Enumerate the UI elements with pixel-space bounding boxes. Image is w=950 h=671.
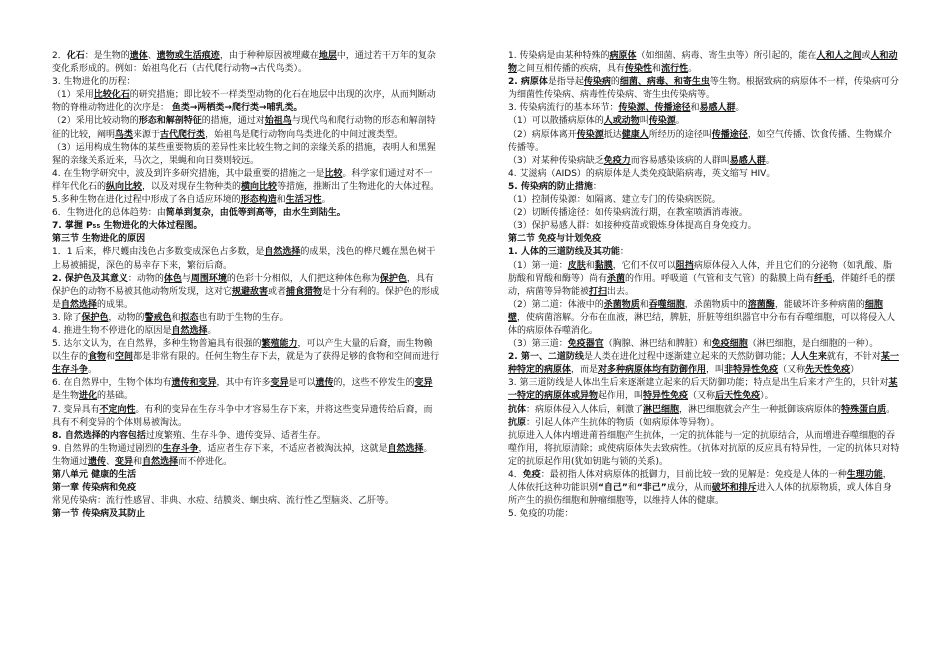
text-run: 2． — [52, 51, 67, 61]
right-paragraph — [508, 194, 900, 207]
text-run: 简单到复杂，由低等到高等，由水生到陆生。 — [165, 208, 346, 219]
text-run: ，动物的 — [108, 312, 145, 323]
text-run: 6．生物进化的总体趋势：由 — [52, 208, 166, 219]
left-paragraph — [52, 482, 441, 495]
text-run: 警戒色 — [144, 312, 172, 323]
text-run: 自然选择 — [61, 299, 98, 310]
text-run: 。 — [886, 404, 896, 415]
text-run: （1）第一道： — [508, 260, 568, 271]
text-run: 捕食猎物 — [286, 286, 323, 297]
text-run: 和 — [652, 64, 662, 75]
text-run: 特殊蛋白质 — [841, 404, 887, 415]
text-run: （1）采用 — [52, 90, 94, 101]
text-run: 食物 — [88, 352, 107, 363]
text-run: 。 — [735, 103, 745, 114]
text-run: 和 — [585, 260, 595, 271]
text-run: 5. 传染病的防止措施 — [508, 181, 593, 192]
text-run: 之间互相传播的疾病，具有 — [517, 64, 626, 75]
left-paragraph — [52, 115, 441, 141]
text-run: ，叫 — [706, 365, 725, 376]
text-run: 来源于 — [133, 129, 161, 140]
text-run: 流行性 — [661, 64, 689, 75]
text-run: 、 — [106, 456, 116, 467]
right-paragraph — [508, 129, 900, 155]
text-run: 常见传染病：流行性感冒、非典、水痘、结膜炎、蛔虫病、流行性乙型脑炎、乙肝等。 — [52, 496, 395, 507]
text-run: 而容易感染该病的人群叫 — [630, 155, 730, 166]
text-run: （1）可以散播病原体的 — [508, 116, 604, 127]
text-run: 是人类在进化过程中逐渐建立起来的天然防御功能； — [583, 352, 791, 363]
text-run: 的作用。呼吸道（气管和支气管）的黏膜上尚有 — [625, 273, 815, 284]
right-paragraph — [508, 508, 900, 521]
text-run: 抵达 — [603, 129, 622, 140]
text-run: 人或动物 — [603, 116, 640, 127]
text-run: 打扫 — [589, 286, 608, 297]
text-run: 和 — [106, 352, 116, 363]
text-run: 遗传 — [315, 378, 334, 389]
text-run: ，以及对现存生物种类的 — [142, 181, 242, 192]
text-run: 拟态 — [180, 312, 199, 323]
left-paragraph — [52, 273, 441, 312]
text-run: 、 — [147, 51, 157, 61]
text-run: 免疫细胞 — [711, 339, 748, 350]
text-run: 健康人 — [621, 129, 649, 140]
text-run: 1. 传染病是由某种特殊的 — [508, 51, 610, 61]
text-run: ：是生物的 — [84, 51, 130, 61]
left-paragraph — [52, 220, 441, 233]
left-paragraph — [52, 89, 441, 115]
text-run: 等措施，推断出了生物进化的大体过程。 — [277, 181, 440, 192]
text-run: 是可以 — [288, 378, 316, 389]
text-run: 第三节 生物进化的原因 — [52, 234, 146, 245]
right-paragraph — [508, 115, 900, 128]
left-paragraph — [52, 246, 441, 272]
text-run: 1. 人体的三道防线及其功能 — [508, 247, 620, 258]
text-run: 起作用，叫 — [598, 391, 644, 402]
left-paragraph — [52, 207, 441, 220]
text-run: 5. 免疫的功能： — [508, 509, 574, 520]
text-run: ，它们不仅可以 — [612, 260, 676, 271]
text-run: 生存斗争 — [162, 443, 199, 454]
text-run: 易感人群 — [729, 155, 766, 166]
text-run: 先天性免疫 — [805, 365, 851, 376]
text-run: ，具有保护色的动物不易被其他动物所发现，这对它 — [52, 273, 434, 297]
text-run: 的色彩十分相似，人们把这种体色称为 — [226, 273, 380, 284]
text-run: 细胞壁 — [508, 299, 883, 323]
text-run: 溶菌酶 — [747, 299, 775, 310]
text-run: 生理功能 — [846, 470, 883, 480]
text-run: 遗体 — [129, 51, 148, 61]
text-run: 的研究措施；即比较不一样类型动物的化石在地层中出现的次序，从而判断动物的脊椎动物进化的次序是： — [52, 90, 436, 114]
text-run: 或 — [861, 51, 871, 61]
text-run: ：引起人体产生抗体的物质（如病原体等异物）。 — [526, 417, 720, 428]
text-run: 5.多种生物在进化过程中形成了各自适应环境的 — [52, 195, 241, 206]
text-run: （3）保护易感人群：如接种疫苗或锻炼身体提高自身免疫力。 — [508, 221, 757, 232]
text-run: 的 — [610, 77, 620, 88]
text-run: （1）控制传染源：如隔离、建立专门的传染病医院。 — [508, 195, 721, 206]
text-run: 黏膜 — [594, 260, 613, 271]
text-run: 空间 — [115, 352, 134, 363]
right-column — [508, 50, 900, 521]
text-run: 4. 在生物学研究中，波及到许多研究措施，其中最重要的措施之一是 — [52, 168, 325, 179]
text-run: （2）采用比较动物的 — [52, 116, 139, 127]
text-run: 或者 — [268, 286, 287, 297]
right-paragraph — [508, 168, 900, 181]
text-run: 传播途径 — [711, 129, 748, 140]
text-run: ：病原体侵入人体后，刺激了 — [526, 404, 644, 415]
text-run: 古代爬行类 — [160, 129, 206, 140]
text-run: 过度繁殖、生存斗争、遗传变异、适者生存。 — [145, 430, 326, 441]
text-run: 对多种病原体均有防御作用 — [598, 365, 707, 376]
text-run: 阻挡 — [675, 260, 694, 271]
text-run: 吞噬细胞 — [648, 299, 685, 310]
text-run: 和 — [690, 103, 700, 114]
text-run: 与现代鸟和爬行动物的形态和解剖特征的比较，阐明 — [52, 116, 436, 140]
right-paragraph — [508, 338, 900, 351]
text-run: （又称 — [688, 391, 716, 402]
right-paragraph — [508, 246, 900, 259]
text-run: （3）第三道： — [508, 339, 568, 350]
text-run: ： — [619, 247, 629, 258]
text-run: 比较化石 — [93, 90, 130, 101]
text-run: 的基础。 — [97, 391, 134, 402]
text-run: ，而是 — [571, 365, 599, 376]
text-run: 也有助于生物的生存。 — [198, 312, 289, 323]
text-run: 免疫器官 — [567, 339, 604, 350]
left-paragraph — [52, 194, 441, 207]
right-paragraph — [508, 299, 900, 338]
text-run: ） — [850, 365, 860, 376]
text-run: 8. 自然选择的内容包括 — [52, 430, 146, 441]
right-paragraph — [508, 181, 900, 194]
text-run: 规避敌害 — [232, 286, 269, 297]
text-run: 自然选择 — [171, 325, 208, 336]
text-run: 非特异性免疫 — [724, 365, 779, 376]
text-run: 比较 — [324, 168, 343, 179]
text-run: 的，这些不停发生的 — [333, 378, 415, 389]
text-run: 是指导起 — [547, 77, 584, 88]
text-run: 变异 — [115, 456, 134, 467]
left-paragraph — [52, 508, 441, 521]
right-paragraph — [508, 220, 900, 233]
text-run: 第一节 传染病及其防止 — [52, 509, 146, 520]
text-run: ，伴随纤毛的摆动，病菌等异物能被 — [508, 273, 896, 297]
text-run: 横向比较 — [241, 181, 278, 192]
text-run: 杀菌物质 — [603, 299, 640, 310]
text-run: 易感人群 — [699, 103, 736, 114]
text-run: 体色 — [163, 273, 182, 284]
text-run: 病原体侵入人体，并且它们的分泌物（如乳酸、脂肪酸和胃酸和酶等）尚有 — [508, 260, 892, 284]
text-run: 出去。 — [607, 286, 635, 297]
text-run: 传染源、传播途径 — [618, 103, 691, 114]
text-run: ，使病菌溶解。分布在血液，淋巴结，脾脏，肝脏等组织器官中分布有吞噬细胞，可以将侵入人体的病原体吞噬消化。 — [508, 312, 896, 336]
text-run: 人和人之间 — [816, 51, 862, 61]
left-paragraph — [52, 469, 441, 482]
text-run: 进化 — [79, 391, 98, 402]
text-run: 抗原进入人体内增进莆苔细胞产生抗体，一定的抗体能与一定的抗原结合，从而增进吞噬细胞的吞噬作用，将抗原清除；或使病原体失去致病性。（抗体对抗原的反应具有特异性，一定的抗体只对特定的抗原起作用(犹如钥匙与锁的关系)。 — [508, 430, 900, 467]
text-run: （2）第二道：体液中的 — [508, 299, 604, 310]
text-run: ）。 — [760, 391, 774, 402]
text-run: 和 — [627, 483, 637, 494]
text-run: 纵向比较 — [106, 181, 143, 192]
text-run: 等生物。根据致病的病原体不一样，传染病可分为细菌性传染病、病毒性传染病、寄生虫传染病等。 — [508, 77, 899, 101]
left-paragraph — [52, 404, 441, 430]
left-paragraph — [52, 50, 441, 76]
right-paragraph — [508, 351, 900, 377]
text-run: 遗传 — [88, 456, 107, 467]
text-run: 6. 在自然界中，生物个体均有 — [52, 378, 172, 389]
text-run: （3）运用构成生物体的某些重要物质的差异性来比较生物之间的亲缘关系的措施，表明人和黑猩猩的亲缘关系近来，马次之，果蝇和向日葵则较远。 — [52, 142, 436, 166]
right-paragraph — [508, 155, 900, 168]
text-run: 破坏和排斥 — [711, 483, 757, 494]
text-run: 和 — [639, 299, 649, 310]
text-run: 纤毛 — [814, 273, 833, 284]
text-run: “非己” — [636, 483, 667, 494]
left-column — [52, 50, 441, 521]
text-run: ，始祖鸟是爬行动物向鸟类进化的中间过渡类型。 — [205, 129, 404, 140]
text-run: 2. 病原体 — [508, 77, 548, 88]
left-paragraph — [52, 338, 441, 377]
text-run: 和 — [171, 312, 181, 323]
text-run: 周围环境 — [190, 273, 227, 284]
text-run: ，由于种种原因被埋藏在 — [219, 51, 319, 61]
text-run: 3. 第三道防线是人体出生后来逐渐建立起来的后天防御功能；特点是出生后来才产生的，只针对 — [508, 378, 889, 389]
text-run: ，其中有许多 — [216, 378, 271, 389]
text-run: 皮肤 — [567, 260, 586, 271]
text-run: （2）切断传播途径：如传染病流行期，在教室喷洒消毒液。 — [508, 208, 748, 219]
left-paragraph — [52, 168, 441, 194]
text-run: 2. 保护色及其意义 — [52, 273, 128, 284]
text-run: 4. 推进生物不停进化的原因是 — [52, 325, 172, 336]
right-paragraph — [508, 102, 900, 115]
right-paragraph — [508, 260, 900, 299]
text-run: 成分，从而 — [666, 483, 712, 494]
text-run: 传染性 — [625, 64, 653, 75]
text-run: ，适应者生存下来，不适应者被淘汰掉，这就是 — [198, 443, 388, 454]
text-run: 是生物 — [52, 391, 80, 402]
text-run: 中，通过若干万年的复杂变化系形成的。例如：始祖鸟化石（古代爬行动物→古代鸟类）。 — [52, 51, 436, 75]
text-run: 。 — [765, 155, 775, 166]
text-run: （淋巴细胞，是白细胞的一种）。 — [747, 339, 879, 350]
text-run: 第八单元 健康的生活 — [52, 470, 137, 480]
text-run: 细菌、病毒、和寄生虫 — [619, 77, 710, 88]
text-run: 就有，不针对 — [826, 352, 881, 363]
text-run: 5. 达尔文认为，在自然界，多种生物普遍具有很强的 — [52, 339, 262, 350]
text-run: 某一种特定的病原体 — [508, 352, 899, 376]
text-run: 免疫 — [522, 470, 541, 480]
left-paragraph — [52, 312, 441, 325]
text-run: 和 — [276, 195, 286, 206]
text-run: 鸟类 — [115, 129, 134, 140]
text-run: 生活习性 — [285, 195, 322, 206]
text-run: 。 — [207, 325, 217, 336]
text-run: 都是非常有限的。任何生物生存下去，就是为了获得足够的食物和空间而进行 — [133, 352, 440, 363]
right-paragraph — [508, 207, 900, 220]
text-run: 。 — [321, 195, 331, 206]
left-paragraph — [52, 142, 441, 168]
text-run: 淋巴细胞 — [643, 404, 680, 415]
text-run: 的措施，通过对 — [201, 116, 265, 127]
text-run: 和 — [133, 456, 143, 467]
text-run: 化石 — [66, 51, 85, 61]
left-paragraph — [52, 377, 441, 403]
text-run: 自然选择 — [387, 443, 424, 454]
left-paragraph — [52, 430, 441, 443]
text-run: 形态和解剖特征 — [138, 116, 202, 127]
text-run: 7. 变异具有 — [52, 404, 100, 415]
text-run: 保护色 — [379, 273, 407, 284]
text-run: 。 — [688, 64, 698, 75]
text-run: 7. 掌握 P₅₅ 生物进化的大体过程图。 — [52, 221, 203, 232]
text-run: 变异 — [414, 378, 433, 389]
text-run: 第二节 免疫与计划免疫 — [508, 234, 602, 245]
text-run: 。科学家们通过对不一样年代化石的 — [52, 168, 433, 192]
right-paragraph — [508, 233, 900, 246]
text-run: 特异性免疫 — [643, 391, 689, 402]
text-run: 抗体 — [508, 404, 527, 415]
text-run: 变异 — [270, 378, 289, 389]
text-run: 地层 — [318, 51, 337, 61]
text-run: （2）病原体离开 — [508, 129, 577, 140]
text-run: 9. 自然界的生物通过剧烈的 — [52, 443, 163, 454]
text-run: 。 — [675, 116, 685, 127]
right-paragraph — [508, 404, 900, 417]
text-run: 保护色 — [81, 312, 109, 323]
text-run: 自然选择 — [142, 456, 179, 467]
left-paragraph — [52, 443, 441, 469]
text-run: 传染源 — [648, 116, 676, 127]
text-run: 病原体 — [609, 51, 637, 61]
text-run: 是十分有利的。保护色的形成是 — [52, 286, 440, 310]
text-run: 生存斗争 — [52, 365, 89, 376]
text-run: 的成果，浅色的桦尺蠖在黑色树干上易被捕捉，深色的易幸存下来，繁衍后裔。 — [52, 247, 436, 271]
text-run: 叫 — [639, 116, 649, 127]
text-run: ，能破坏许多种病菌的 — [774, 299, 865, 310]
text-run: ，可以产生大量的后裔，而生物赖以生存的 — [52, 339, 433, 363]
text-run: 2. 第一、二道防线 — [508, 352, 584, 363]
text-run: 4. 艾滋病（AIDS）的病原体是人类免疫缺陷病毒，英文缩写 HIV。 — [508, 168, 776, 179]
text-run: 人人生来 — [790, 352, 827, 363]
text-run: 第一章 传染病和免疫 — [52, 483, 137, 494]
text-run: 形态构造 — [240, 195, 277, 206]
text-run: ：动物的 — [127, 273, 164, 284]
text-run: 3. 生物进化的历程： — [52, 77, 136, 88]
text-run: 所经历的途径叫 — [648, 129, 712, 140]
text-run: 而不停进化。 — [178, 456, 233, 467]
text-run: 。 — [88, 365, 98, 376]
text-run: ，如空气传播、饮食传播、生物媒介传播等。 — [508, 129, 892, 153]
right-paragraph — [508, 417, 900, 430]
right-paragraph — [508, 377, 900, 403]
text-run: 4． — [508, 470, 523, 480]
left-paragraph — [52, 233, 441, 246]
text-run: （如细菌、病毒、寄生虫等）所引起的，能在 — [636, 51, 817, 61]
text-run: 后天性免疫 — [715, 391, 761, 402]
text-run: 与 — [181, 273, 191, 284]
text-run: 始祖鸟 — [264, 116, 292, 127]
left-paragraph — [52, 495, 441, 508]
text-run: 繁殖能力 — [261, 339, 298, 350]
text-run: 的成果。 — [97, 299, 134, 310]
text-run: 3. 除了 — [52, 312, 82, 323]
text-run: 传染病 — [583, 77, 611, 88]
text-run: 杀菌 — [607, 273, 626, 284]
text-run: 进入人体的抗原物质，或人体自身所产生的损伤细胞和肿瘤细胞等，以维持人体的健康。 — [508, 483, 892, 507]
text-run: 传染源 — [576, 129, 604, 140]
text-run: 。有利的变异在生存斗争中才容易生存下来，并将这些变异遗传给后裔，而具有不利变异的个体则易被淘汰。 — [52, 404, 433, 428]
text-run: ：最初指人体对病原体的抵御力，目前比较一致的见解是：免疫是人体的一种 — [540, 470, 847, 480]
text-run: “自己” — [598, 483, 628, 494]
text-run: 免疫力 — [603, 155, 631, 166]
right-paragraph — [508, 50, 900, 76]
text-run: （胸腺、淋巴结和脾脏）和 — [603, 339, 712, 350]
text-run: 1． — [52, 247, 67, 258]
left-paragraph — [52, 76, 441, 89]
text-run: 。生物通过 — [52, 443, 433, 467]
right-paragraph — [508, 76, 900, 102]
text-run: 不定向性 — [99, 404, 136, 415]
text-run: 3. 传染病流行的基本环节： — [508, 103, 619, 114]
left-paragraph — [52, 325, 441, 338]
text-run: 鱼类→两栖类→爬行类→哺乳类。 — [171, 103, 303, 114]
text-run: 某一特定的病原体或异物 — [508, 378, 898, 402]
right-paragraph — [508, 430, 900, 469]
text-run: 遗物或生活痕迹 — [156, 51, 220, 61]
text-run: 自然选择 — [264, 247, 301, 258]
text-run: 人和动物 — [508, 51, 898, 75]
text-run: ： — [592, 181, 602, 192]
text-run: 遗传和变异 — [171, 378, 217, 389]
text-run: ，人体依托这种功能识别 — [508, 470, 892, 494]
text-run: ，杀菌物质中的 — [684, 299, 748, 310]
right-paragraph — [508, 469, 900, 508]
text-run: 抗原 — [508, 417, 527, 428]
text-run: ，淋巴细胞就会产生一种抵御该病原体的 — [679, 404, 842, 415]
text-run: 1 后来，桦尺蠖由浅色占多数变成深色占多数，是 — [66, 247, 265, 258]
text-run: （3）对某种传染病缺乏 — [508, 155, 604, 166]
text-run: （又称 — [778, 365, 806, 376]
